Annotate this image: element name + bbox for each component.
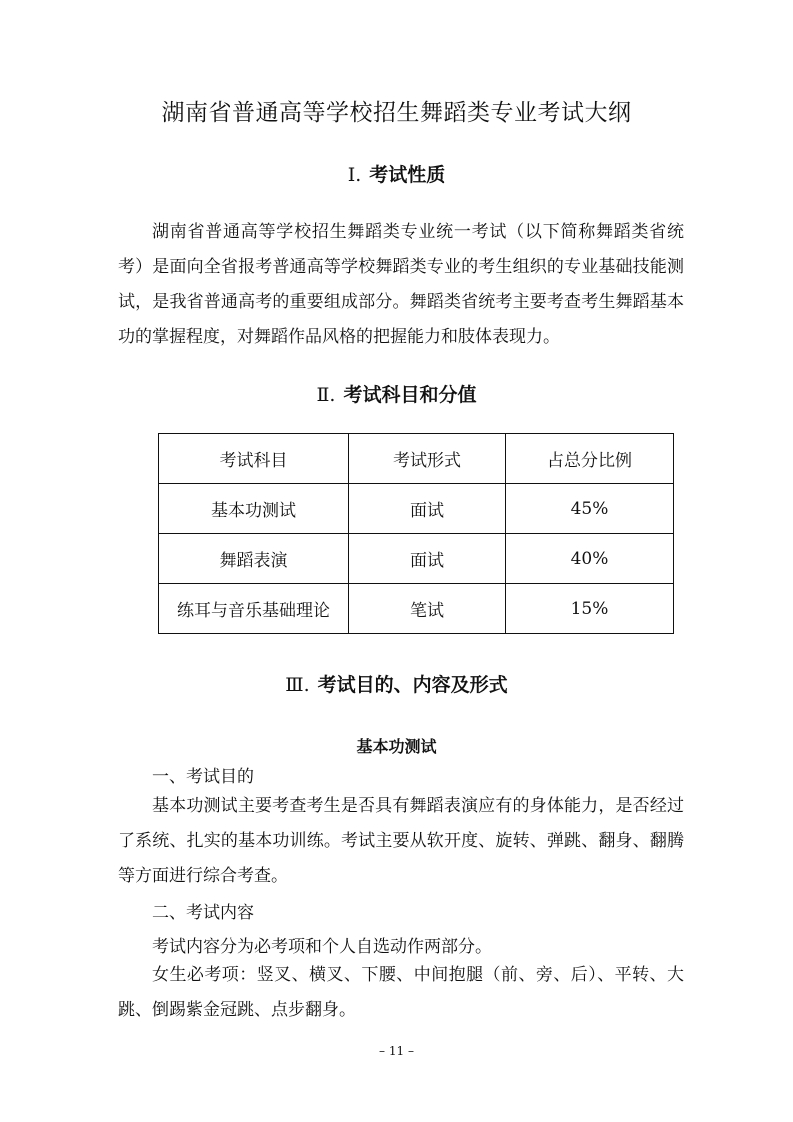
section-3-title: 考试目的、内容及形式 bbox=[317, 674, 508, 696]
table-row bbox=[159, 534, 674, 584]
table-cell: 15% bbox=[506, 584, 674, 634]
table-cell: 45% bbox=[506, 484, 674, 534]
table-cell: 笔试 bbox=[349, 584, 506, 634]
table-cell: 基本功测试 bbox=[159, 484, 349, 534]
item-heading: 一、考试目的 bbox=[152, 767, 254, 787]
section-1-title: 考试性质 bbox=[369, 164, 446, 186]
section-3-heading bbox=[0, 670, 793, 697]
score-table bbox=[158, 433, 674, 634]
table-row bbox=[159, 584, 674, 634]
document-title: 湖南省普通高等学校招生舞蹈类专业考试大纲 bbox=[161, 100, 632, 126]
section-2-title: 考试科目和分值 bbox=[343, 384, 477, 406]
subsection-heading: 基本功测试 bbox=[356, 737, 437, 756]
section-1-paragraph: 湖南省普通高等学校招生舞蹈类专业统一考试（以下简称舞蹈类省统考）是面向全省报考普通高等学校舞蹈类专业的考生组织的专业基础技能测试，是我省普通高考的重要组成部分。舞蹈类省统考主要考查考生舞蹈基本功的掌握程度，对舞蹈作品风格的把握能力和肢体表现力。 bbox=[118, 222, 684, 347]
table-row bbox=[159, 484, 674, 534]
table-header-cell: 考试科目 bbox=[159, 434, 349, 484]
section-2-heading bbox=[0, 380, 793, 407]
table-cell: 40% bbox=[506, 534, 674, 584]
item-heading: 二、考试内容 bbox=[152, 903, 254, 923]
table-cell: 练耳与音乐基础理论 bbox=[159, 584, 349, 634]
section-3-number: Ⅲ. bbox=[285, 674, 310, 696]
table-header-cell: 占总分比例 bbox=[506, 434, 674, 484]
table-header-cell: 考试形式 bbox=[349, 434, 506, 484]
item-paragraph: 考试内容分为必考项和个人自选动作两部分。 bbox=[152, 937, 492, 957]
section-2-number: Ⅱ. bbox=[316, 384, 336, 406]
table-cell: 面试 bbox=[349, 534, 506, 584]
table-cell: 舞蹈表演 bbox=[159, 534, 349, 584]
table-header-row bbox=[159, 434, 674, 484]
item-paragraph: 基本功测试主要考查考生是否具有舞蹈表演应有的身体能力，是否经过了系统、扎实的基本功训练。考试主要从软开度、旋转、弹跳、翻身、翻腾等方面进行综合考查。 bbox=[118, 796, 684, 886]
section-1-number: Ⅰ. bbox=[347, 164, 362, 186]
page-number: – 11 – bbox=[379, 1044, 414, 1058]
item-paragraph: 女生必考项：竖叉、横叉、下腰、中间抱腿（前、旁、后）、平转、大跳、倒踢紫金冠跳、点步翻身。 bbox=[118, 965, 684, 1020]
table-cell: 面试 bbox=[349, 484, 506, 534]
section-1-heading bbox=[0, 160, 793, 187]
